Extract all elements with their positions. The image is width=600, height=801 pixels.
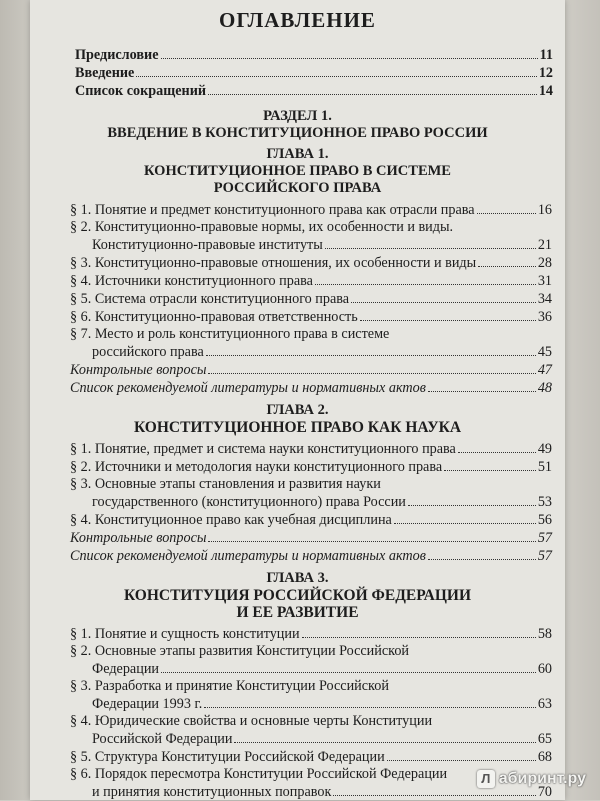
toc-entry-line: § 6. Порядок пересмотра Конституции Российской Федерации <box>70 766 448 782</box>
toc-entry: Список сокращений 14 <box>75 83 553 99</box>
toc-entry: § 1. Понятие и предмет конституционного права как отрасли права 16 <box>70 202 552 218</box>
toc-entry: государственного (конституционного) права России 53 <box>92 494 552 510</box>
chapter-title: КОНСТИТУЦИЯ РОССИЙСКОЙ ФЕДЕРАЦИИ <box>123 587 472 604</box>
toc-entry-line: § 2. Конституционно-правовые нормы, их особенности и виды. <box>70 219 454 235</box>
section-number: РАЗДЕЛ 1. <box>263 108 332 124</box>
toc-entry-line: § 4. Юридические свойства и основные черты Конституции <box>70 713 433 729</box>
watermark <box>477 770 586 788</box>
toc-entry: § 6. Конституционно-правовая ответственность 36 <box>70 309 552 325</box>
chapter-number: ГЛАВА 1. <box>266 146 329 162</box>
book-page <box>30 0 565 800</box>
toc-entry: § 3. Конституционно-правовые отношения, их особенности и виды 28 <box>70 255 552 271</box>
toc-entry: § 5. Система отрасли конституционного права 34 <box>70 291 552 307</box>
section-title: ВВЕДЕНИЕ В КОНСТИТУЦИОННОЕ ПРАВО РОССИИ <box>107 125 488 141</box>
toc-entry: Предисловие 11 <box>75 47 553 63</box>
toc-entry: Контрольные вопросы 47 <box>70 362 552 378</box>
chapter-title: КОНСТИТУЦИОННОЕ ПРАВО В СИСТЕМЕ <box>144 163 451 179</box>
toc-entry: § 1. Понятие и сущность конституции 58 <box>70 626 552 642</box>
labirint-logo-icon: Л <box>477 770 495 788</box>
toc-entry-line: § 7. Место и роль конституционного права в системе <box>70 326 390 342</box>
toc-entry: § 4. Источники конституционного права 31 <box>70 273 552 289</box>
page-title: ОГЛАВЛЕНИЕ <box>219 8 376 32</box>
chapter-title: И ЕЕ РАЗВИТИЕ <box>236 604 359 621</box>
toc-entry: § 4. Конституционное право как учебная дисциплина 56 <box>70 512 552 528</box>
chapter-title: РОССИЙСКОГО ПРАВА <box>213 180 382 196</box>
toc-entry: Федерации 60 <box>92 661 552 677</box>
toc-entry: § 2. Источники и методология науки конституционного права 51 <box>70 459 552 475</box>
toc-entry: и принятия конституционных поправок 70 <box>92 784 552 800</box>
toc-entry: Введение 12 <box>75 65 553 81</box>
toc-entry-line: § 3. Разработка и принятие Конституции Российской <box>70 678 389 694</box>
toc-entry: Список рекомендуемой литературы и нормативных актов 57 <box>70 548 552 564</box>
toc-entry: § 5. Структура Конституции Российской Федерации 68 <box>70 749 552 765</box>
chapter-number: ГЛАВА 2. <box>266 402 329 418</box>
toc-entry-line: § 2. Основные этапы развития Конституции Российской <box>70 643 410 659</box>
chapter-number: ГЛАВА 3. <box>266 570 329 586</box>
toc-entry: Контрольные вопросы 57 <box>70 530 552 546</box>
toc-entry: Федерации 1993 г. 63 <box>92 696 552 712</box>
toc-entry: § 1. Понятие, предмет и система науки конституционного права 49 <box>70 441 552 457</box>
toc-entry: Конституционно-правовые институты 21 <box>92 237 552 253</box>
toc-entry: российского права 45 <box>92 344 552 360</box>
chapter-title: КОНСТИТУЦИОННОЕ ПРАВО КАК НАУКА <box>133 419 462 436</box>
toc-entry: Список рекомендуемой литературы и нормативных актов 48 <box>70 380 552 396</box>
toc-entry-line: § 3. Основные этапы становления и развития науки <box>70 476 381 492</box>
watermark-text: абиринт.ру <box>498 770 586 787</box>
toc-entry: Российской Федерации 65 <box>92 731 552 747</box>
